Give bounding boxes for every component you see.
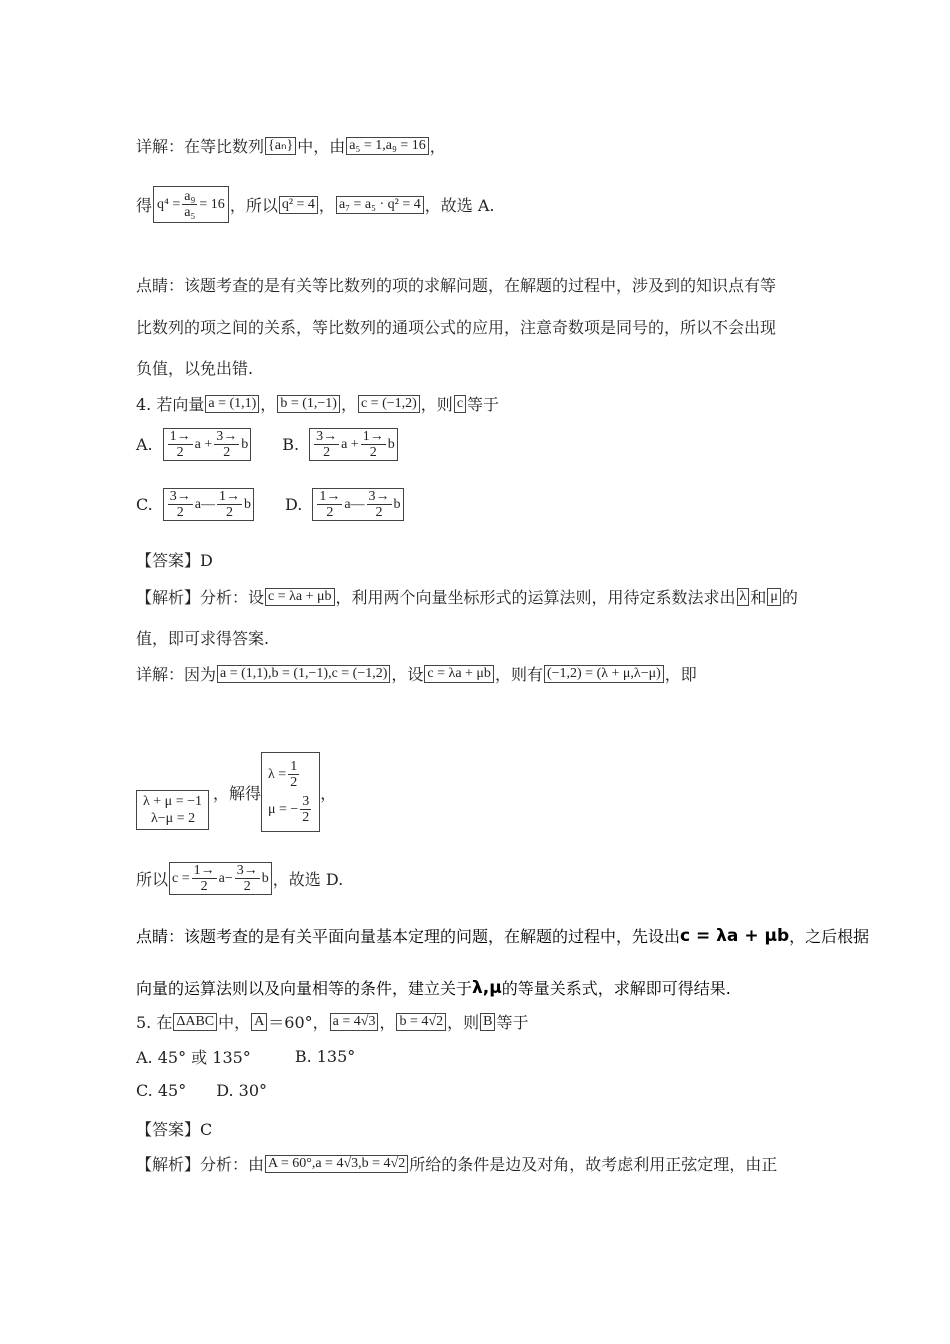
denominator: 2 [223,445,231,460]
option-a: A. 45° 或 135° [136,1048,251,1067]
text: 等于 [496,1013,529,1032]
formula-c: c = λa + μb [424,665,494,683]
text: 和 [750,588,767,607]
solution-lambda [268,759,313,790]
equation-1: λ + μ = −1 [143,794,202,809]
numerator: 1→ [362,429,384,444]
text: ，故选 A. [424,196,495,215]
fraction [235,863,260,894]
text: ， [320,783,337,803]
denominator: 2 [290,775,298,790]
detail-line-1 [136,134,446,157]
text: 中， [218,1013,251,1032]
numerator: 1 [290,759,298,774]
formula-lambda-mu: λ,μ [472,977,502,998]
solution-mu [268,794,313,825]
vector-c-symbol: c [454,395,466,413]
text: 5. 在 [136,1013,173,1032]
remark-2-line-1 [136,924,869,947]
option-c-label: C. [136,495,153,514]
denominator: 2 [375,505,383,520]
option-b-label: B. [282,435,300,454]
formula-part: = 16 [199,196,225,212]
formula-part: a− [218,870,233,886]
solution-system [261,752,320,832]
formula-part: b [387,436,395,452]
text: 得 [136,196,153,215]
formula-part: a + [194,436,213,452]
denominator: a₅ [184,205,196,220]
option-a-formula [163,428,252,461]
option-c: C. 45° [136,1081,187,1100]
denominator: 2 [302,810,310,825]
formula-sequence: {aₙ} [265,137,296,155]
text: ，则 [447,1013,480,1032]
formula-part: a— [344,496,365,512]
denominator: 2 [176,505,184,520]
text: ，所以 [229,196,278,215]
denominator: 2 [369,445,377,460]
system-line [136,752,336,832]
text: ， [318,196,335,215]
triangle-abc: ΔABC [173,1013,217,1031]
denominator: 2 [326,505,334,520]
formula-q2: q² = 4 [279,196,318,214]
text: ， [429,137,446,156]
text: ，则有 [494,665,543,684]
remark-line-3: 负值，以免出错. [136,359,254,378]
numerator: 1→ [218,489,240,504]
text: ， [340,395,357,414]
denominator: 2 [323,445,331,460]
options-cd [136,488,405,521]
formula-part: q⁴ = [157,196,181,212]
fraction [314,429,339,460]
formula-part: μ = − [268,801,299,817]
text: 的 [781,588,798,607]
text: 等于 [467,395,500,414]
angle-b: B [480,1013,495,1031]
text: ，设 [391,665,424,684]
text: 详解：在等比数列 [136,137,265,156]
formula-given: a₅ = 1,a₉ = 16 [346,137,428,155]
q5-options-cd [136,1081,267,1100]
numerator: 3→ [236,863,258,878]
symbol-mu: μ [767,588,781,606]
option-d-label: D. [284,495,303,514]
text: 【解析】分析：由 [136,1155,265,1174]
answer-4: 【答案】D [136,551,213,570]
formula-part: b [261,870,269,886]
option-c-formula [163,488,254,521]
formula-a7: a₇ = a₅ · q² = 4 [336,196,424,214]
fraction [214,429,239,460]
vector-a: a = (1,1) [205,395,259,413]
text: 【解析】分析：设 [136,588,265,607]
text: 中，由 [297,137,346,156]
side-b: b = 4√2 [396,1013,446,1031]
formula-part: a + [341,436,359,452]
numerator: 1→ [193,863,215,878]
numerator: 3→ [316,429,338,444]
vector-b: b = (1,−1) [277,395,340,413]
text: ，即 [664,665,697,684]
fraction [361,429,386,460]
fraction [367,489,392,520]
fraction [317,489,342,520]
numerator: 3→ [368,489,390,504]
question-5 [136,1010,528,1033]
options-ab [136,428,399,461]
text: ，则 [420,395,453,414]
formula-equal: (−1,2) = (λ + μ,λ−μ) [544,665,664,683]
fraction [182,189,197,220]
text: 的等量关系式，求解即可得结果. [501,979,731,998]
conclusion-4 [136,862,343,895]
equation-2: λ−μ = 2 [151,811,196,826]
formula-part: λ = [268,766,287,782]
numerator: 3 [302,794,310,809]
remark-line-1: 点睛：该题考查的是有关等比数列的项的求解问题，在解题的过程中，涉及到的知识点有等 [136,276,777,295]
option-d: D. 30° [216,1081,267,1100]
fraction [288,759,299,790]
option-b: B. 135° [294,1047,356,1066]
denominator: 2 [243,879,251,894]
option-b-formula [309,428,398,461]
denominator: 2 [225,505,233,520]
text: 所以 [136,870,169,889]
formula-c-bold: c = λa + μb [680,925,790,946]
text: 4. 若向量 [136,395,205,414]
formula-q4 [153,186,229,223]
formula-part: b [393,496,401,512]
answer-5: 【答案】C [136,1120,213,1139]
analysis-4-cont: 值，即可求得答案. [136,629,270,648]
denominator: 2 [200,879,208,894]
question-4 [136,392,499,415]
formula-part: c = [172,870,190,886]
numerator: 3→ [216,429,238,444]
numerator: 1→ [319,489,341,504]
option-d-formula [312,488,403,521]
side-a: a = 4√3 [330,1013,379,1031]
q5-options-ab [136,1045,355,1068]
remark-line-2: 比数列的项之间的关系，等比数列的通项公式的应用，注意奇数项是同号的，所以不会出现 [136,318,777,337]
formula-part: a— [194,496,215,512]
equation-system [136,790,209,830]
text: 向量的运算法则以及向量相等的条件，建立关于 [136,979,473,998]
formula-part: b [243,496,251,512]
formula-c-result [169,862,272,895]
detail-line-2 [136,186,495,223]
symbol-lambda: λ [737,588,750,606]
analysis-4 [136,585,798,608]
numerator: 1→ [169,429,191,444]
angle-a: A [251,1013,267,1031]
denominator: 2 [176,445,184,460]
fraction [168,429,193,460]
text: ，故选 D. [272,870,344,889]
vector-c: c = (−1,2) [358,395,420,413]
numerator: a₉ [184,189,196,204]
formula-c: c = λa + μb [265,588,335,606]
text: ， [379,1013,396,1032]
text: 所给的条件是边及对角，故考虑利用正弦定理，由正 [409,1155,778,1174]
analysis-5 [136,1152,777,1175]
text: ，之后根据 [789,927,870,946]
fraction [217,489,242,520]
formula-given: A = 60°,a = 4√3,b = 4√2 [265,1155,408,1173]
detail-4 [136,662,697,685]
text: ， [260,395,277,414]
fraction [168,489,193,520]
remark-2-line-2 [136,976,731,999]
text: ，解得 [212,783,261,803]
fraction [192,863,217,894]
numerator: 3→ [169,489,191,504]
formula-vectors: a = (1,1),b = (1,−1),c = (−1,2) [217,665,390,683]
text: 点睛：该题考查的是有关平面向量基本定理的问题，在解题的过程中，先设出 [136,927,681,946]
option-a-label: A. [136,435,153,454]
formula-part: b [241,436,249,452]
text: ＝60°， [268,1013,329,1032]
fraction [300,794,311,825]
text: ，利用两个向量坐标形式的运算法则，用待定系数法求出 [335,588,736,607]
text: 详解：因为 [136,665,217,684]
